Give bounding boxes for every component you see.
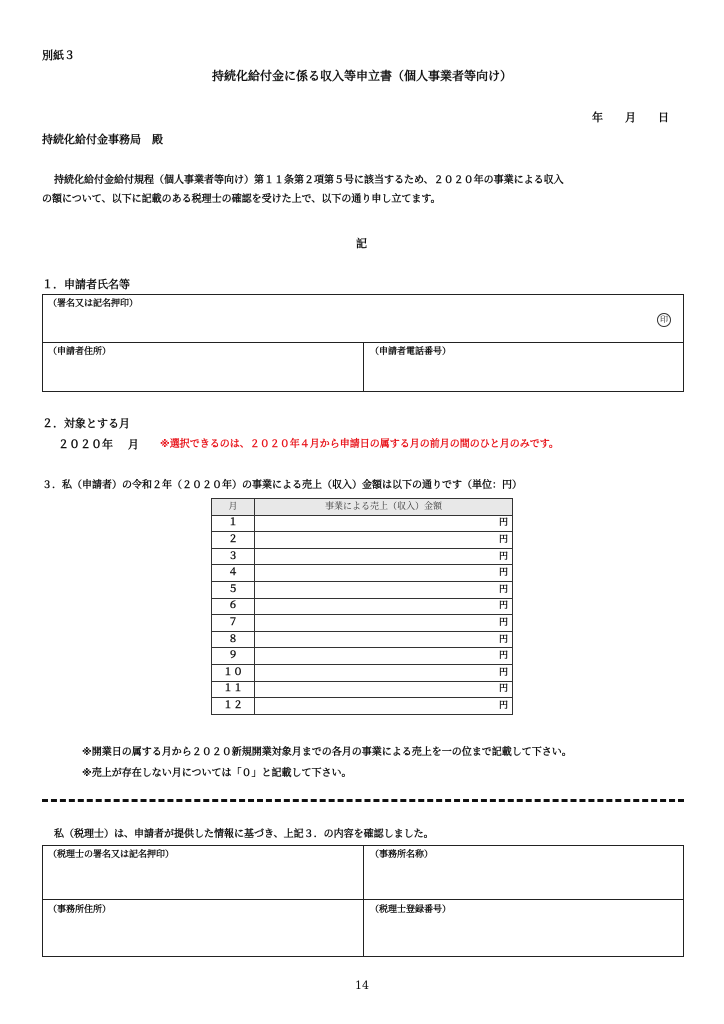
- tax-accountant-name-label: （税理士の署名又は記名押印）: [48, 850, 175, 860]
- amount-cell[interactable]: 円: [255, 565, 513, 582]
- applicant-info-column-divider: [363, 342, 364, 392]
- tax-accountant-statement: 私（税理士）は、申請者が提供した情報に基づき、上記３．の内容を確認しました。: [54, 829, 434, 840]
- tax-accountant-column-divider: [363, 846, 364, 956]
- month-cell: １２: [212, 698, 255, 715]
- office-address-label: （事務所住所）: [48, 905, 112, 915]
- sales-note-1: ※開業日の属する月から２０２０新規開業対象月までの各月の事業による売上を一の位まで記載して下さい。: [82, 747, 572, 758]
- monthly-sales-table: [211, 498, 513, 715]
- amount-cell[interactable]: 円: [255, 515, 513, 532]
- registration-number-label: （税理士登録番号）: [370, 905, 452, 915]
- amount-cell[interactable]: 円: [255, 631, 513, 648]
- table-row: [212, 698, 513, 715]
- applicant-phone-label: （申請者電話番号）: [370, 347, 452, 357]
- tax-accountant-box: [42, 845, 684, 957]
- table-row: [212, 681, 513, 698]
- table-row: [212, 548, 513, 565]
- month-cell: ８: [212, 631, 255, 648]
- applicant-phone-field[interactable]: [370, 359, 678, 389]
- addressee: 持続化給付金事務局 殿: [42, 133, 163, 146]
- office-name-label: （事務所名称）: [370, 850, 434, 860]
- table-row: [212, 515, 513, 532]
- form-title: 持続化給付金に係る収入等申立書（個人事業者等向け）: [211, 69, 512, 83]
- date-label: 年 月 日: [592, 111, 669, 124]
- page-number: 14: [355, 979, 369, 992]
- sales-note-2: ※売上が存在しない月については「０」と記載して下さい。: [82, 768, 352, 779]
- target-year-month[interactable]: ２０２０年 月: [58, 438, 139, 451]
- target-month-note: ※選択できるのは、２０２０年４月から申請日の属する月の前月の間のひと月のみです。: [160, 439, 559, 450]
- amount-cell[interactable]: 円: [255, 648, 513, 665]
- amount-cell[interactable]: 円: [255, 598, 513, 615]
- table-row: [212, 581, 513, 598]
- attachment-label: 別紙３: [42, 49, 75, 62]
- month-cell: ９: [212, 648, 255, 665]
- section1-heading: １．申請者氏名等: [42, 278, 130, 291]
- applicant-name-field[interactable]: [48, 311, 648, 339]
- table-header-row: [212, 499, 513, 516]
- amount-cell[interactable]: 円: [255, 548, 513, 565]
- table-row: [212, 598, 513, 615]
- month-cell: ２: [212, 532, 255, 549]
- applicant-name-label: （署名又は記名押印）: [48, 299, 139, 309]
- month-cell: ５: [212, 581, 255, 598]
- monthly-sales-body: [212, 515, 513, 714]
- seal-icon: 印: [657, 313, 671, 327]
- month-column-header: 月: [212, 499, 255, 516]
- amount-cell[interactable]: 円: [255, 532, 513, 549]
- table-row: [212, 615, 513, 632]
- table-row: [212, 648, 513, 665]
- section3-heading: ３．私（申請者）の令和２年（２０２０年）の事業による売上（収入）金額は以下の通りです（単位：円）: [42, 480, 522, 491]
- intro-text-line2: の額について、以下に記載のある税理士の確認を受けた上で、以下の通り申し立てます。: [42, 194, 441, 205]
- tax-accountant-name-field[interactable]: [48, 862, 358, 896]
- section-divider: [42, 799, 684, 802]
- intro-text-line1: 持続化給付金給付規程（個人事業者等向け）第１１条第２項第５号に該当するため、２０２０年の事業による収入: [54, 175, 564, 186]
- ki-marker: 記: [356, 237, 367, 250]
- table-row: [212, 565, 513, 582]
- table-row: [212, 532, 513, 549]
- month-cell: １１: [212, 681, 255, 698]
- office-address-field[interactable]: [48, 918, 358, 952]
- office-name-field[interactable]: [370, 862, 678, 896]
- month-cell: １０: [212, 664, 255, 681]
- month-cell: ４: [212, 565, 255, 582]
- month-cell: ７: [212, 615, 255, 632]
- applicant-info-box: [42, 294, 684, 392]
- registration-number-field[interactable]: [370, 918, 678, 952]
- section2-heading: ２．対象とする月: [42, 417, 130, 430]
- amount-cell[interactable]: 円: [255, 615, 513, 632]
- table-row: [212, 631, 513, 648]
- month-cell: ３: [212, 548, 255, 565]
- amount-cell[interactable]: 円: [255, 664, 513, 681]
- applicant-address-label: （申請者住所）: [48, 347, 112, 357]
- month-cell: ６: [212, 598, 255, 615]
- table-row: [212, 664, 513, 681]
- amount-cell[interactable]: 円: [255, 581, 513, 598]
- amount-cell[interactable]: 円: [255, 681, 513, 698]
- applicant-address-field[interactable]: [48, 359, 358, 389]
- amount-column-header: 事業による売上（収入）金額: [255, 499, 513, 516]
- amount-cell[interactable]: 円: [255, 698, 513, 715]
- month-cell: １: [212, 515, 255, 532]
